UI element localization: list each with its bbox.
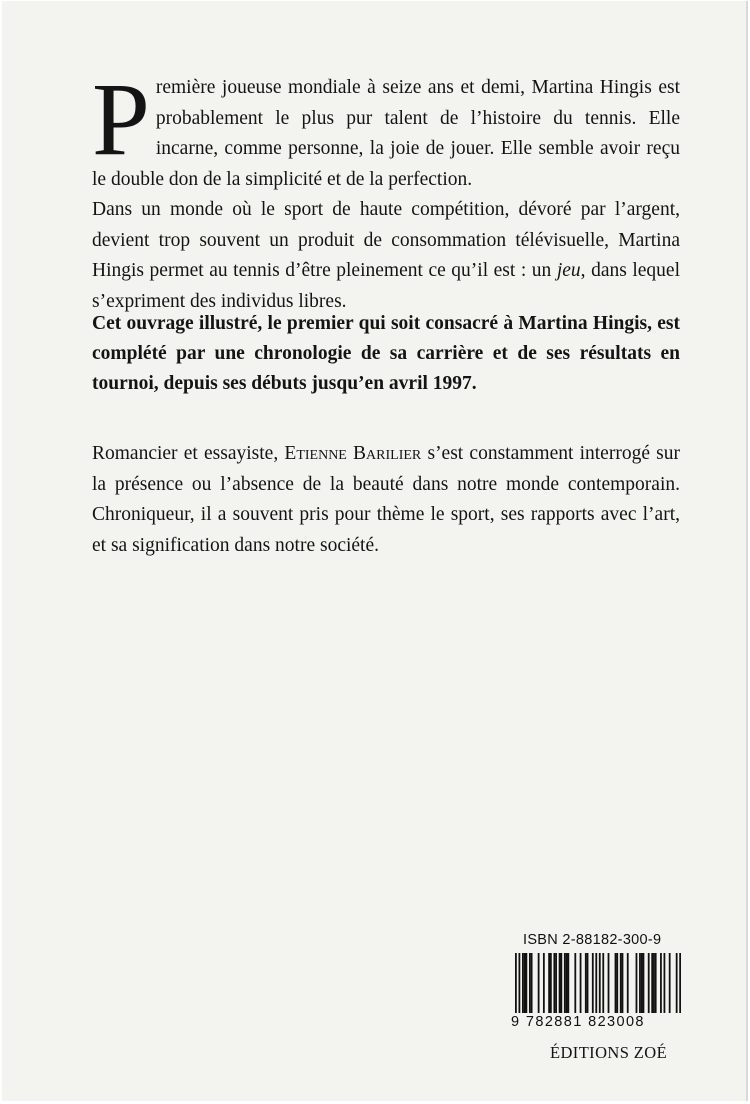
- barcode-bar: [641, 953, 643, 1013]
- barcode: [515, 953, 681, 1013]
- barcode-bar: [531, 953, 533, 1013]
- barcode-bar: [553, 953, 555, 1013]
- barcode-bar: [564, 953, 566, 1013]
- barcode-bar: [515, 953, 517, 1013]
- barcode-bar: [608, 953, 610, 1013]
- barcode-bar: [550, 953, 552, 1013]
- barcode-bar: [655, 953, 657, 1013]
- barcode-bar: [525, 953, 527, 1013]
- barcode-bar: [636, 953, 638, 1013]
- intro-text: [92, 62, 681, 317]
- barcode-bar: [555, 953, 557, 1013]
- barcode-bar: [653, 953, 655, 1013]
- barcode-bar: [679, 953, 681, 1013]
- isbn-block: [507, 931, 687, 1031]
- back-cover: [2, 1, 748, 1101]
- barcode-bar: [560, 953, 562, 1013]
- barcode-bar: [585, 953, 587, 1013]
- barcode-bar: [587, 953, 589, 1013]
- barcode-bar: [616, 953, 618, 1013]
- barcode-bar: [548, 953, 550, 1013]
- barcode-bar: [566, 953, 568, 1013]
- barcode-bar: [567, 953, 569, 1013]
- intro-paragraph-1: [92, 62, 680, 195]
- barcode-bar: [651, 953, 653, 1013]
- barcode-bar: [592, 953, 594, 1013]
- author-name: Etienne Barilier: [284, 443, 422, 464]
- intro-paragraph-2-end: , dans lequel s’expriment des individus libres.: [92, 260, 681, 312]
- barcode-bar: [639, 953, 641, 1013]
- barcode-bar: [676, 953, 678, 1013]
- barcode-bar: [648, 953, 650, 1013]
- barcode-bar: [664, 953, 666, 1013]
- intro-paragraph-1-text: remière joueuse mondiale à seize ans et demi, Martina Hingis est probablement le plus pur talent de l’histoire du tennis. Elle incarne, comme personne, la joie de jouer. Elle semble avoir reçu le double don de la simplicité et de la perfection.: [92, 77, 680, 190]
- barcode-bar: [620, 953, 622, 1013]
- barcode-bar: [574, 953, 576, 1013]
- author-bio-start: Romancier et essayiste,: [92, 443, 285, 464]
- barcode-bar: [615, 953, 617, 1013]
- barcode-bar: [602, 953, 604, 1013]
- ean-digits: 9 782881 823008: [511, 1014, 645, 1030]
- barcode-bar: [518, 953, 520, 1013]
- intro-paragraph-2: [92, 195, 680, 317]
- isbn-label: ISBN 2-88182-300-9: [523, 932, 662, 948]
- barcode-bar: [595, 953, 597, 1013]
- author-bio-rest: s’est constamment interrogé sur la présence ou l’absence de la beauté dans notre monde contemporain. Chroniqueur, il a souvent pris pour thème le sport, ses rapports avec l’art, et sa signification dans notre société.: [92, 443, 680, 556]
- publisher-name: ÉDITIONS ZOÉ: [550, 1043, 668, 1062]
- barcode-bar: [522, 953, 524, 1013]
- barcode-bar: [559, 953, 561, 1013]
- barcode-bar: [529, 953, 531, 1013]
- barcode-bar: [580, 953, 582, 1013]
- barcode-bar: [643, 953, 645, 1013]
- barcode-bar: [524, 953, 526, 1013]
- author-bio: [92, 439, 680, 561]
- barcode-bar: [599, 953, 601, 1013]
- italic-word: jeu: [556, 260, 581, 281]
- barcode-bar: [543, 953, 545, 1013]
- barcode-bar: [538, 953, 540, 1013]
- barcode-bar: [669, 953, 671, 1013]
- barcode-bar: [622, 953, 624, 1013]
- intro-paragraph-2-text: Dans un monde où le sport de haute compétition, dévoré par l’argent, devient trop souvent un produit de consommation télévisuelle, Martina Hingis permet au tennis d’être pleinement ce qu’il est : un: [92, 199, 680, 281]
- barcode-bar: [627, 953, 629, 1013]
- book-summary: Cet ouvrage illustré, le premier qui soit consacré à Martina Hingis, est complété par une chronologie de sa carrière et de ses résultats en tournoi, depuis ses débuts jusqu’en avril 1997.: [92, 313, 680, 394]
- drop-cap: P: [92, 62, 150, 177]
- barcode-bar: [660, 953, 662, 1013]
